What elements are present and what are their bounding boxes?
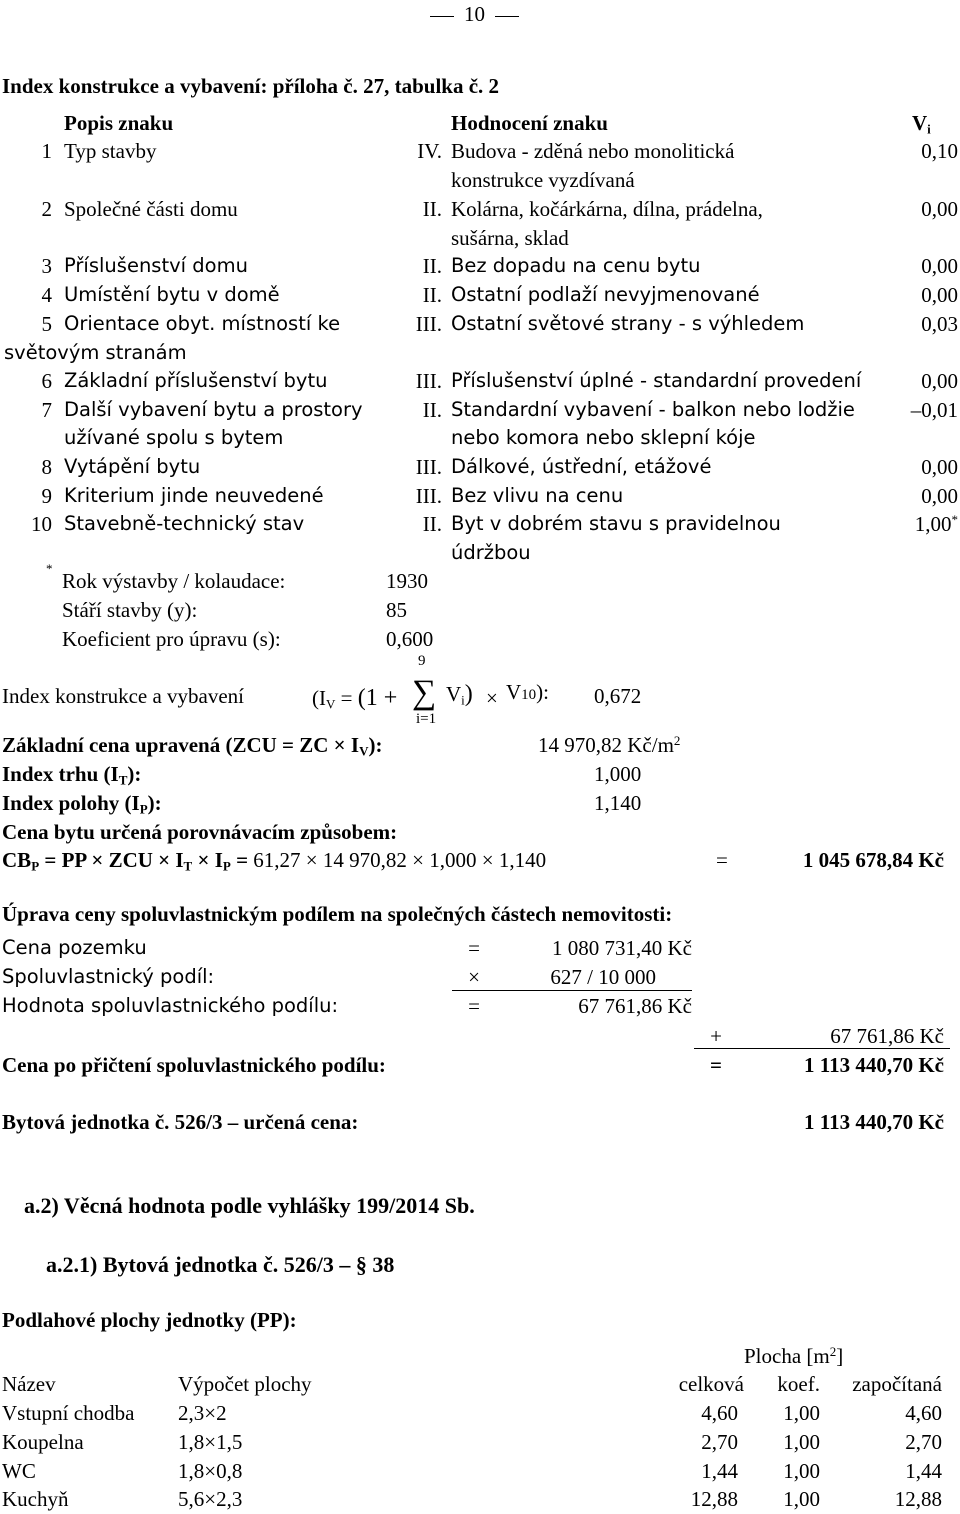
footnote-label: Koeficient pro úpravu (s):: [62, 627, 281, 651]
table-cell: 1,8×1,5: [178, 1430, 243, 1454]
row-value: 0,00: [921, 254, 958, 278]
footnote-label: Rok výstavby / kolaudace:: [62, 569, 286, 593]
footnote-value: 1930: [386, 569, 428, 593]
sum-lower-limit: i=1: [416, 711, 437, 727]
ip-value: 1,140: [594, 791, 642, 815]
jednotka-label: Bytová jednotka č. 526/3 – určená cena:: [2, 1110, 359, 1134]
section-heading-a2: a.2) Věcná hodnota podle vyhlášky 199/2014 Sb.: [24, 1193, 475, 1218]
table-cell: 1,44: [905, 1459, 942, 1483]
row-number: 8: [41, 455, 52, 479]
row-popis: Vytápění bytu: [64, 455, 201, 478]
row-popis: Příslušenství domu: [64, 254, 248, 277]
row-level: III.: [415, 455, 442, 479]
pp-title: Podlahové plochy jednotky (PP):: [2, 1308, 297, 1332]
index-title: Index konstrukce a vybavení: příloha č. 27, tabulka č. 2: [2, 74, 500, 98]
table-cell: 2,70: [701, 1430, 738, 1454]
row-level: IV.: [417, 139, 442, 163]
row-level: II.: [422, 398, 442, 422]
row-popis: Umístění bytu v domě: [64, 283, 280, 306]
row-level: III.: [415, 369, 442, 393]
table-cell: 4,60: [701, 1401, 738, 1425]
it-label: Index trhu $(I_T)$:: [2, 762, 142, 788]
header-hodnoceni: Hodnocení znaku: [451, 111, 608, 135]
footnote-value: 85: [386, 598, 407, 622]
row-text: Ostatní světové strany - s výhledem: [451, 312, 805, 335]
table-cell: WC: [2, 1459, 36, 1483]
row-text2: nebo komora nebo sklepní kóje: [451, 426, 756, 449]
row-value: 0,03: [921, 312, 958, 336]
table-cell: 4,60: [905, 1401, 942, 1425]
table-cell: 1,00: [783, 1459, 820, 1483]
row-value: 0,00: [921, 283, 958, 307]
row-text2: konstrukce vyzdívaná: [451, 168, 635, 192]
uprava-value: 67 761,86 Kč: [578, 994, 692, 1018]
row-value: 1,00*: [914, 511, 958, 536]
row-text: Příslušenství úplné - standardní provedení: [451, 369, 862, 392]
row-level: II.: [422, 283, 442, 307]
jednotka-value: 1 113 440,70 Kč: [804, 1110, 944, 1134]
footnote-value: 0,600: [386, 627, 434, 651]
sigma-icon: ∑: [412, 674, 437, 711]
table-cell: 2,70: [905, 1430, 942, 1454]
footnote-star: *: [46, 561, 53, 576]
table-cell: 1,00: [783, 1401, 820, 1425]
formula-value: 0,672: [594, 684, 642, 708]
table-cell: Kuchyň: [2, 1487, 69, 1511]
uprava-op: ×: [468, 965, 480, 989]
sum-upper-limit: 9: [418, 653, 426, 669]
row-text: Ostatní podlaží nevyjmenované: [451, 283, 760, 306]
row-level: II.: [422, 197, 442, 221]
row-text: Dálkové, ústřední, etážové: [451, 455, 712, 478]
plus-op: +: [710, 1024, 722, 1048]
formula-vi: $V_i$): [446, 681, 473, 708]
it-value: 1,000: [594, 762, 642, 786]
row-level: II.: [422, 512, 442, 536]
row-popis: Společné části domu: [64, 197, 238, 221]
section-heading-a21: a.2.1) Bytová jednotka č. 526/3 – § 38: [46, 1252, 395, 1277]
row-level: III.: [415, 312, 442, 336]
table-cell: 2,3×2: [178, 1401, 227, 1425]
po-value: 1 113 440,70 Kč: [804, 1053, 944, 1077]
row-level: III.: [415, 484, 442, 508]
table-cell: Vstupní chodba: [2, 1401, 135, 1425]
table-cell: 12,88: [894, 1487, 942, 1511]
formula-expression: ($I_V = (1$ +: [312, 685, 398, 712]
row-number: 1: [41, 139, 52, 163]
row-popis2: světovým stranám: [4, 341, 187, 364]
uprava-value: 627 / 10 000: [550, 965, 656, 989]
row-value: 0,00: [921, 484, 958, 508]
cb-formula: $CB_P$ = PP × ZCU × $I_T \times I_P = 61,27 \times 14$ 970,82 × 1,000 × 1,140: [2, 848, 547, 874]
row-value: –0,01: [910, 398, 958, 422]
row-value: 0,10: [921, 139, 958, 163]
row-text: Bez vlivu na cenu: [451, 484, 624, 507]
uprava-value: 1 080 731,40 Kč: [552, 936, 692, 960]
formula-label: Index konstrukce a vybavení: [2, 684, 245, 708]
row-text: Byt v dobrém stavu s pravidelnou: [451, 512, 781, 535]
row-popis: Stavebně-technický stav: [64, 512, 305, 535]
col-header-koef: koef.: [777, 1372, 820, 1396]
row-popis2: užívané spolu s bytem: [64, 426, 284, 449]
zcu-label: Základní cena upravená (ZCU = ZC × $I_V$):: [2, 733, 383, 759]
row-value: 0,00: [921, 455, 958, 479]
uprava-label: Hodnota spoluvlastnického podílu:: [2, 994, 339, 1017]
cb-result: 1 045 678,84 Kč: [802, 848, 944, 872]
uprava-label: Spoluvlastnický podíl:: [2, 965, 215, 988]
col-header-vypocet: Výpočet plochy: [178, 1372, 312, 1396]
row-number: 10: [31, 512, 52, 536]
row-text: Budova - zděná nebo monolitická: [451, 139, 735, 163]
cena-label: Cena bytu určená porovnávacím způsobem:: [2, 820, 398, 844]
row-number: 6: [41, 369, 52, 393]
row-number: 5: [41, 312, 52, 336]
table-cell: 5,6×2,3: [178, 1487, 243, 1511]
row-popis: Orientace obyt. místností ke: [64, 312, 341, 335]
table-cell: 1,00: [783, 1487, 820, 1511]
ip-label: Index polohy $(I_P)$:: [2, 791, 162, 817]
row-number: 7: [41, 398, 52, 422]
row-text2: údržbou: [451, 541, 531, 564]
row-value: 0,00: [921, 197, 958, 221]
table-cell: 1,00: [783, 1430, 820, 1454]
row-number: 3: [41, 254, 52, 278]
row-number: 2: [41, 197, 52, 221]
row-text: Kolárna, kočárkárna, dílna, prádelna,: [451, 197, 763, 221]
row-number: 4: [41, 283, 52, 307]
zcu-value: 14 970,82 $Kč/m^2$: [538, 732, 681, 757]
row-popis: Základní příslušenství bytu: [64, 369, 328, 392]
divider: [452, 990, 692, 991]
po-label: Cena po přičtení spoluvlastnického podílu:: [2, 1053, 386, 1077]
col-header-zapocitana: započítaná: [852, 1372, 942, 1396]
uprava-label: Cena pozemku: [2, 936, 147, 959]
po-op: =: [710, 1053, 722, 1077]
uprava-op: =: [468, 994, 480, 1018]
row-text2: sušárna, sklad: [451, 226, 569, 250]
row-popis: Typ stavby: [64, 139, 157, 163]
table-cell: 1,44: [701, 1459, 738, 1483]
row-text: Bez dopadu na cenu bytu: [451, 254, 701, 277]
col-header-nazev: Název: [2, 1372, 56, 1396]
footnote-label: Stáří stavby (y):: [62, 598, 198, 622]
plocha-header: Plocha $[m^2]$: [744, 1343, 844, 1368]
row-number: 9: [41, 484, 52, 508]
formula-v10: V10):: [506, 680, 549, 704]
uprava-title: Úprava ceny spoluvlastnickým podílem na společných částech nemovitosti:: [2, 902, 673, 926]
page-number: 10: [430, 4, 519, 25]
cb-equals: =: [716, 848, 728, 872]
row-text: Standardní vybavení - balkon nebo lodžie: [451, 398, 855, 421]
row-popis: Kriterium jinde neuvedené: [64, 484, 324, 507]
plus-value: 67 761,86 Kč: [830, 1024, 944, 1048]
row-popis: Další vybavení bytu a prostory: [64, 398, 363, 421]
formula-times: ×: [486, 686, 498, 710]
row-level: II.: [422, 254, 442, 278]
table-cell: 1,8×0,8: [178, 1459, 243, 1483]
header-popis: Popis znaku: [64, 111, 174, 135]
header-vi: $V_i$: [912, 111, 931, 137]
table-cell: 12,88: [690, 1487, 738, 1511]
col-header-celkova: celková: [678, 1372, 744, 1396]
table-cell: Koupelna: [2, 1430, 84, 1454]
row-value: 0,00: [921, 369, 958, 393]
divider: [694, 1048, 950, 1049]
uprava-op: =: [468, 936, 480, 960]
